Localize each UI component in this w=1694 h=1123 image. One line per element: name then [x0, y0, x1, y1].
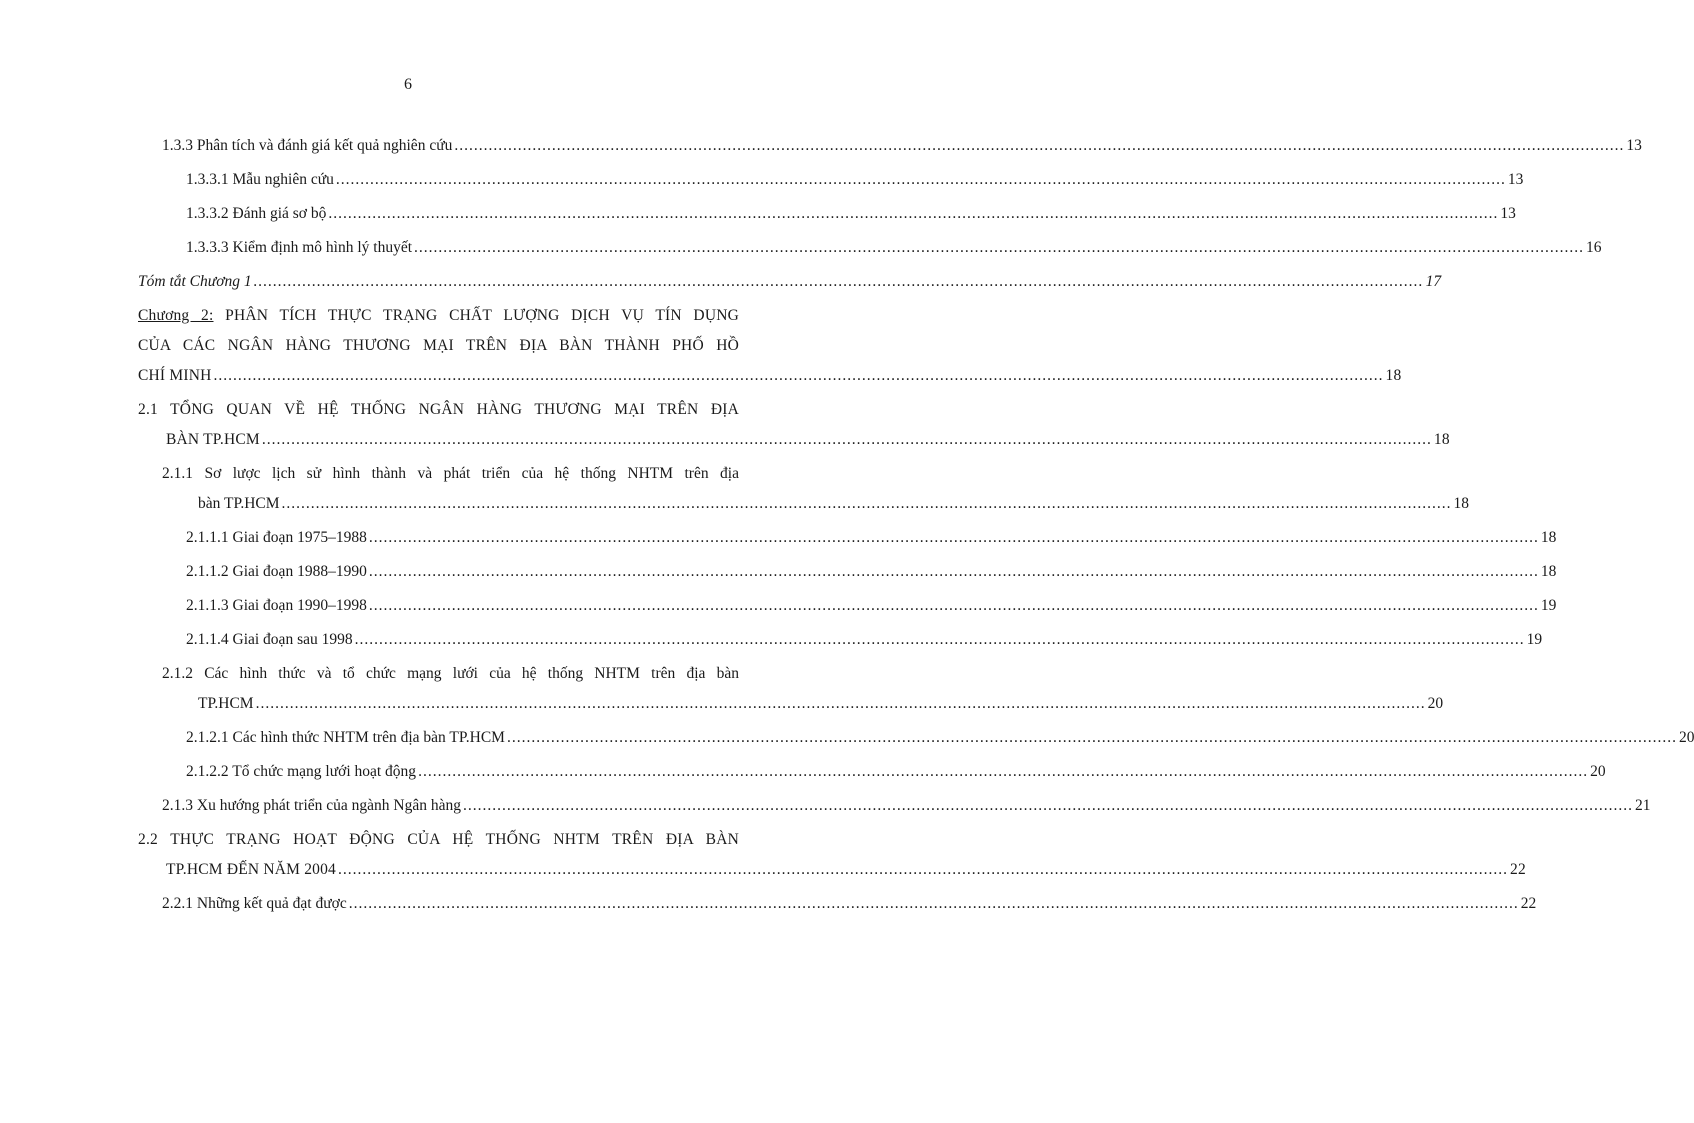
toc-entry-page: 19 [1540, 597, 1557, 614]
toc-entry-line [162, 689, 1444, 719]
toc-entry-title: 2.1.3 Xu hướng phát triển của ngành Ngân hàng [162, 797, 461, 814]
toc-entry-title: TP.HCM ĐẾN NĂM 2004 [166, 861, 337, 878]
toc-entry-line [138, 361, 1402, 391]
toc-entry-title: 1.3.3.3 Kiểm định mô hình lý thuyết [186, 239, 413, 256]
dot-leader: ................................................................................................................................................................................................................................................ [255, 695, 1426, 712]
toc-entry-page: 18 [1540, 563, 1557, 580]
toc-entry-page: 20 [1427, 695, 1444, 712]
toc-entry-title: 2.2.1 Những kết quả đạt được [162, 895, 347, 912]
toc-entry-2-1-1-4[interactable] [138, 625, 1543, 655]
dot-leader: ................................................................................................................................................................................................................................................ [335, 171, 1506, 188]
dot-leader: ................................................................................................................................................................................................................................................ [354, 631, 1525, 648]
page-number: 6 [404, 76, 412, 93]
toc-entry-title: 2.1.2.1 Các hình thức NHTM trên địa bàn TP.HCM [186, 729, 505, 746]
toc-entry-title: 2.1.1.3 Giai đoạn 1990–1998 [186, 597, 367, 614]
dot-leader: ................................................................................................................................................................................................................................................ [328, 205, 1499, 222]
toc-entry-1-3-3-2[interactable] [138, 199, 1516, 229]
toc-entry-title: CHÍ MINH [138, 367, 212, 384]
toc-entry-page: 17 [1425, 273, 1442, 290]
toc-entry-page: 20 [1678, 729, 1694, 746]
toc-entry-line: CỦA CÁC NGÂN HÀNG THƯƠNG MẠI TRÊN ĐỊA BÀN THÀNH PHỐ HỒ [138, 337, 739, 354]
toc-entry-title: 1.3.3.2 Đánh giá sơ bộ [186, 205, 327, 222]
toc-entry-title: 1.3.3 Phân tích và đánh giá kết quả nghiên cứu [162, 137, 453, 154]
toc-entry-title: TP.HCM [198, 695, 254, 712]
dot-leader: ................................................................................................................................................................................................................................................ [281, 495, 1452, 512]
toc-entry-line [138, 855, 1526, 885]
toc-entry-2-2-1[interactable] [138, 889, 1537, 919]
toc-entry-2-1-2-1[interactable] [138, 723, 1694, 753]
toc-entry-title: 2.1.1.1 Giai đoạn 1975–1988 [186, 529, 367, 546]
toc-entry-1-3-3-3[interactable] [138, 233, 1602, 263]
dot-leader: ................................................................................................................................................................................................................................................ [462, 797, 1633, 814]
toc-entry-title: PHÂN TÍCH THỰC TRẠNG CHẤT LƯỢNG DỊCH VỤ TÍN DỤNG [213, 307, 739, 324]
dot-leader: ................................................................................................................................................................................................................................................ [414, 239, 1585, 256]
toc-entry-line [138, 301, 739, 331]
toc-entry-line: 2.1.1 Sơ lược lịch sử hình thành và phát triển của hệ thống NHTM trên địa [162, 465, 739, 482]
toc-entry-page: 18 [1433, 431, 1450, 448]
dot-leader: ................................................................................................................................................................................................................................................ [368, 597, 1539, 614]
toc-entry-title: 1.3.3.1 Mẫu nghiên cứu [186, 171, 334, 188]
toc-entry-2-1-2-2[interactable] [138, 757, 1606, 787]
toc-entry-page: 22 [1520, 895, 1537, 912]
dot-leader: ................................................................................................................................................................................................................................................ [348, 895, 1519, 912]
toc-entry-line [162, 489, 1470, 519]
dot-leader: ................................................................................................................................................................................................................................................ [418, 763, 1589, 780]
toc-entry-page: 13 [1626, 137, 1642, 154]
toc-entry-line: 2.2 THỰC TRẠNG HOẠT ĐỘNG CỦA HỆ THỐNG NHTM TRÊN ĐỊA BÀN [138, 831, 739, 848]
dot-leader: ................................................................................................................................................................................................................................................ [368, 529, 1539, 546]
toc-entry-page: 16 [1586, 239, 1602, 256]
toc-entry-page: 18 [1540, 529, 1557, 546]
toc-entry-chapter-1-summary[interactable] [138, 267, 1442, 297]
toc-entry-line [138, 425, 1450, 455]
toc-entry-page: 18 [1385, 367, 1402, 384]
dot-leader: ................................................................................................................................................................................................................................................ [454, 137, 1625, 154]
toc-entry-2-1-1[interactable] [138, 459, 1470, 519]
toc-entry-title: 2.1.1.2 Giai đoạn 1988–1990 [186, 563, 367, 580]
toc-entry-2-1-3[interactable] [138, 791, 1651, 821]
toc-entry-title: bàn TP.HCM [198, 495, 280, 512]
toc-entry-page: 13 [1507, 171, 1524, 188]
toc-entry-page: 21 [1634, 797, 1651, 814]
toc-entry-title: BÀN TP.HCM [166, 431, 260, 448]
toc-entry-page: 13 [1500, 205, 1516, 222]
toc-entry-1-3-3-1[interactable] [138, 165, 1524, 195]
toc-entry-page: 19 [1526, 631, 1543, 648]
toc-entry-title: 2.1.2.2 Tổ chức mạng lưới hoạt động [186, 763, 417, 780]
toc-entry-title: Tóm tắt Chương 1 [138, 273, 252, 290]
toc-entry-2-1-1-2[interactable] [138, 557, 1557, 587]
toc-entry-2-1[interactable] [138, 395, 1450, 455]
toc-entry-line: 2.1.2 Các hình thức và tổ chức mạng lưới của hệ thống NHTM trên địa bàn [162, 665, 739, 682]
toc-entry-chapter-2[interactable] [138, 301, 1402, 391]
toc-entry-2-1-1-1[interactable] [138, 523, 1557, 553]
dot-leader: ................................................................................................................................................................................................................................................ [368, 563, 1539, 580]
toc-entry-page: 22 [1510, 861, 1526, 878]
dot-leader: ................................................................................................................................................................................................................................................ [338, 861, 1509, 878]
toc-entry-2-1-1-3[interactable] [138, 591, 1557, 621]
dot-leader: ................................................................................................................................................................................................................................................ [213, 367, 1384, 384]
dot-leader: ................................................................................................................................................................................................................................................ [253, 273, 1424, 290]
chapter-label: Chương 2: [138, 307, 214, 324]
table-of-contents [138, 131, 1694, 919]
dot-leader: ................................................................................................................................................................................................................................................ [261, 431, 1432, 448]
toc-entry-2-1-2[interactable] [138, 659, 1444, 719]
toc-entry-page: 18 [1453, 495, 1470, 512]
toc-entry-1-3-3[interactable] [138, 131, 1642, 161]
toc-entry-line: 2.1 TỔNG QUAN VỀ HỆ THỐNG NGÂN HÀNG THƯƠNG MẠI TRÊN ĐỊA [138, 401, 739, 418]
toc-entry-2-2[interactable] [138, 825, 1526, 885]
dot-leader: ................................................................................................................................................................................................................................................ [506, 729, 1677, 746]
toc-entry-page: 20 [1590, 763, 1606, 780]
toc-entry-title: 2.1.1.4 Giai đoạn sau 1998 [186, 631, 353, 648]
